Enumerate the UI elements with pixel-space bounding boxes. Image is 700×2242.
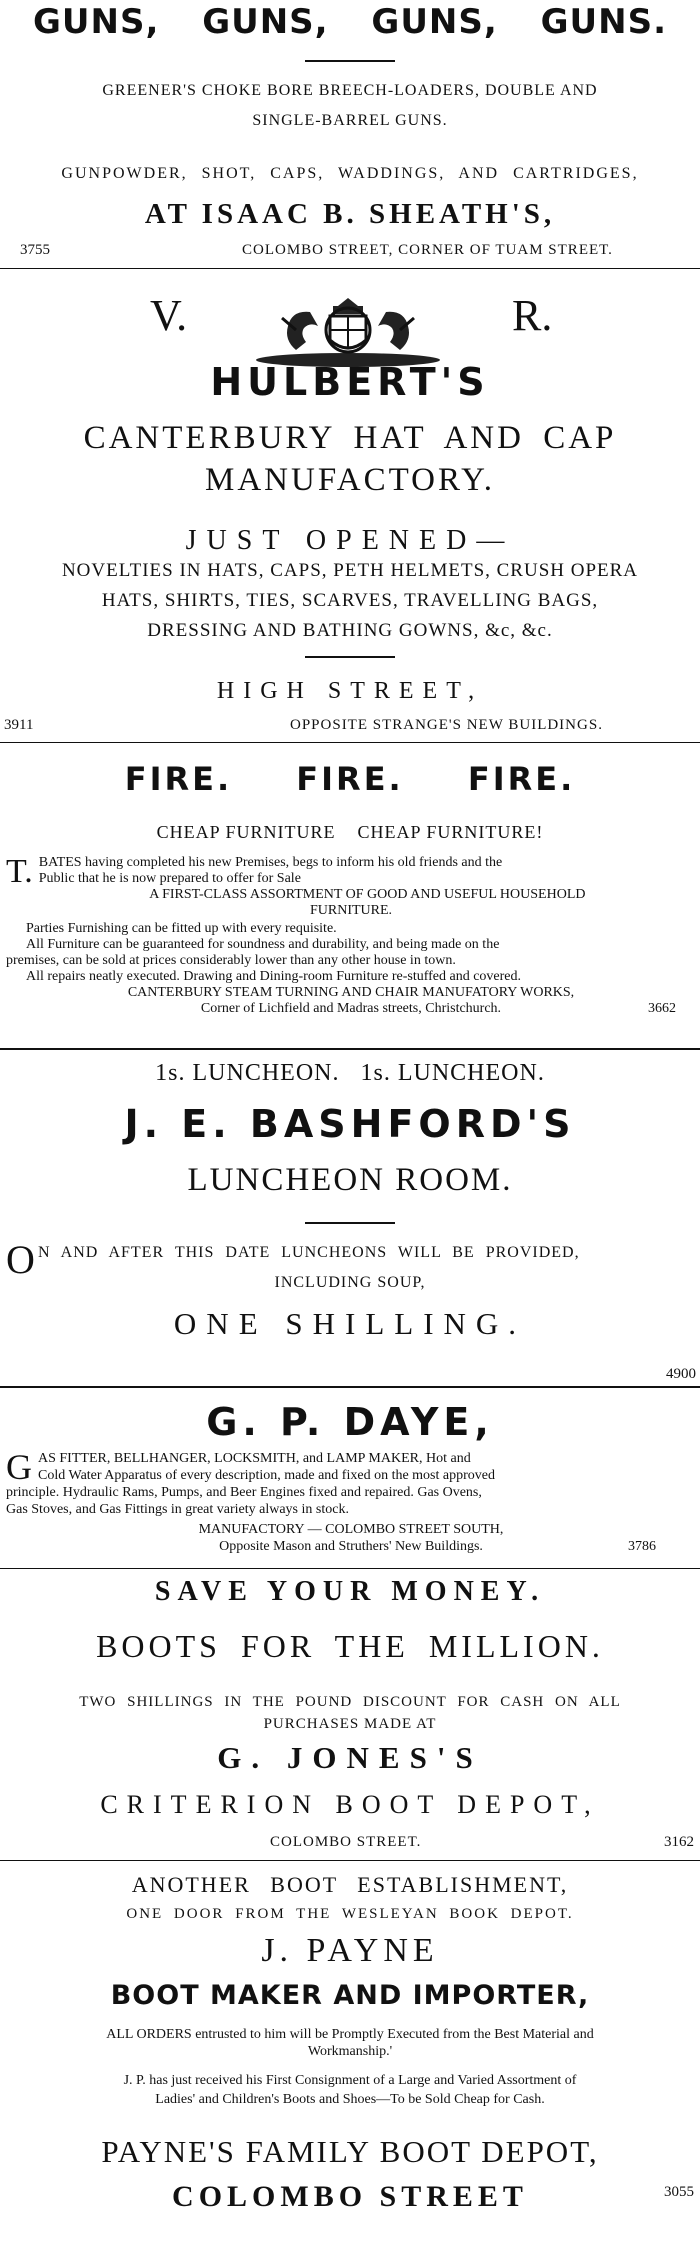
jones-line-1: TWO SHILLINGS IN THE POUND DISCOUNT FOR CASH ON ALL xyxy=(79,1694,621,1710)
section-divider xyxy=(0,1568,700,1569)
fire-p1a: BATES having completed his new Premises, begs to inform his old friends and the xyxy=(38,855,503,870)
divider xyxy=(305,60,395,62)
daye-name: G. P. DAYE, xyxy=(206,1400,494,1444)
payne-street: COLOMBO STREET xyxy=(172,2180,528,2213)
fire-p3: Parties Furnishing can be fitted up with every requisite. xyxy=(26,921,337,936)
jones-street: COLOMBO STREET. xyxy=(270,1834,422,1850)
hulbert-address: OPPOSITE STRANGE'S NEW BUILDINGS. xyxy=(290,717,603,733)
ad-number: 3055 xyxy=(664,2184,694,2200)
ad-number: 4900 xyxy=(666,1366,696,1382)
payne-p2b: Ladies' and Children's Boots and Shoes—To be Sold Cheap for Cash. xyxy=(155,2092,545,2107)
daye-p1b: Cold Water Apparatus of every description, made and fixed on the most approved xyxy=(38,1468,495,1483)
royal-coat-of-arms-icon xyxy=(248,290,448,368)
ad-number: 3162 xyxy=(664,1834,694,1850)
payne-p1a: ALL ORDERS entrusted to him will be Promptly Executed from the Best Material and xyxy=(106,2027,594,2042)
guns-line-1: GREENER'S CHOKE BORE BREECH-LOADERS, DOUBLE AND xyxy=(102,82,598,99)
daye-p2: MANUFACTORY — COLOMBO STREET SOUTH, xyxy=(198,1522,504,1537)
payne-p1b: Workmanship.' xyxy=(307,2044,393,2059)
section-divider xyxy=(0,1386,700,1388)
fire-p7: Corner of Lichfield and Madras streets, Christchurch. xyxy=(200,1001,502,1016)
fire-p4b: premises, can be sold at prices considerably lower than any other house in town. xyxy=(6,953,456,968)
drop-cap: G xyxy=(6,1447,32,1487)
jones-boots: BOOTS FOR THE MILLION. xyxy=(96,1628,604,1664)
jones-save-money: SAVE YOUR MONEY. xyxy=(154,1576,546,1607)
fire-subhead: CHEAP FURNITURE CHEAP FURNITURE! xyxy=(156,822,544,842)
jones-name: G. JONES'S xyxy=(217,1740,483,1775)
luncheon-headline: 1s. LUNCHEON. 1s. LUNCHEON. xyxy=(155,1060,545,1086)
hulbert-line-3: DRESSING AND BATHING GOWNS, &c, &c. xyxy=(147,620,553,641)
payne-another: ANOTHER BOOT ESTABLISHMENT, xyxy=(131,1872,569,1897)
drop-cap: T. xyxy=(6,853,33,890)
fire-p4a: All Furniture can be guaranteed for soundness and durability, and being made on the xyxy=(26,937,500,952)
hulbert-title-2: MANUFACTORY. xyxy=(205,462,495,498)
ad-number: 3755 xyxy=(20,242,50,258)
guns-address: COLOMBO STREET, CORNER OF TUAM STREET. xyxy=(242,242,613,258)
hulbert-name: HULBERT'S xyxy=(210,360,490,404)
divider xyxy=(305,1222,395,1224)
hulbert-just-opened: JUST OPENED— xyxy=(185,525,515,556)
guns-headline: GUNS, GUNS, GUNS, GUNS. xyxy=(32,2,667,42)
hulbert-title-1: CANTERBURY HAT AND CAP xyxy=(83,420,617,456)
hulbert-line-2: HATS, SHIRTS, TIES, SCARVES, TRAVELLING BAGS, xyxy=(101,590,599,611)
payne-p2a: J. P. has just received his First Consignment of a Large and Varied Assortment of xyxy=(123,2073,577,2088)
ad-number: 3786 xyxy=(628,1539,656,1554)
daye-p1d: Gas Stoves, and Gas Fittings in great variety always in stock. xyxy=(6,1502,349,1517)
daye-p1c: principle. Hydraulic Rams, Pumps, and Beer Engines fixed and repaired. Gas Ovens, xyxy=(6,1485,482,1500)
luncheon-room: LUNCHEON ROOM. xyxy=(187,1162,513,1198)
ad-number: 3662 xyxy=(648,1001,676,1016)
fire-body xyxy=(6,855,696,1017)
fire-headline: FIRE. FIRE. FIRE. xyxy=(124,760,576,798)
divider xyxy=(305,656,395,658)
payne-door: ONE DOOR FROM THE WESLEYAN BOOK DEPOT. xyxy=(126,1906,574,1922)
fire-p2a: A FIRST-CLASS ASSORTMENT OF GOOD AND USEFUL HOUSEHOLD xyxy=(149,887,586,902)
r-letter: R. xyxy=(512,291,553,340)
guns-line-3: GUNPOWDER, SHOT, CAPS, WADDINGS, AND CARTRIDGES, xyxy=(61,165,639,182)
section-divider xyxy=(0,1860,700,1861)
fire-p1b: Public that he is now prepared to offer for Sale xyxy=(38,871,301,886)
luncheon-line-2: INCLUDING SOUP, xyxy=(274,1274,426,1291)
drop-cap: O xyxy=(6,1237,35,1282)
jones-depot: CRITERION BOOT DEPOT, xyxy=(100,1790,600,1819)
fire-p2b: FURNITURE. xyxy=(309,903,393,918)
v-letter: V. xyxy=(150,291,188,340)
hulbert-street: HIGH STREET, xyxy=(216,678,484,704)
ad-number: 3911 xyxy=(4,717,34,733)
section-divider xyxy=(0,742,700,743)
payne-depot: PAYNE'S FAMILY BOOT DEPOT, xyxy=(101,2134,599,2169)
luncheon-price: ONE SHILLING. xyxy=(173,1306,527,1341)
guns-merchant-name: AT ISAAC B. SHEATH'S, xyxy=(144,198,556,230)
guns-line-2: SINGLE-BARREL GUNS. xyxy=(252,112,448,129)
payne-trade: BOOT MAKER AND IMPORTER, xyxy=(110,1980,590,2011)
fire-p6: CANTERBURY STEAM TURNING AND CHAIR MANUFATORY WORKS, xyxy=(127,985,575,1000)
daye-body xyxy=(6,1447,696,1555)
payne-name: J. PAYNE xyxy=(261,1932,439,1969)
hulbert-line-1: NOVELTIES IN HATS, CAPS, PETH HELMETS, CRUSH OPERA xyxy=(61,560,639,581)
daye-p1a: AS FITTER, BELLHANGER, LOCKSMITH, and LAMP MAKER, Hot and xyxy=(38,1451,471,1466)
fire-p5: All repairs neatly executed. Drawing and Dining-room Furniture re-stuffed and covered. xyxy=(26,969,522,984)
daye-p3: Opposite Mason and Struthers' New Buildings. xyxy=(219,1539,483,1554)
section-divider xyxy=(0,268,700,269)
bashford-name: J. E. BASHFORD'S xyxy=(124,1102,576,1146)
section-divider xyxy=(0,1048,700,1050)
luncheon-line-1: N AND AFTER THIS DATE LUNCHEONS WILL BE PROVIDED, xyxy=(38,1244,580,1261)
jones-line-2: PURCHASES MADE AT xyxy=(263,1716,437,1732)
